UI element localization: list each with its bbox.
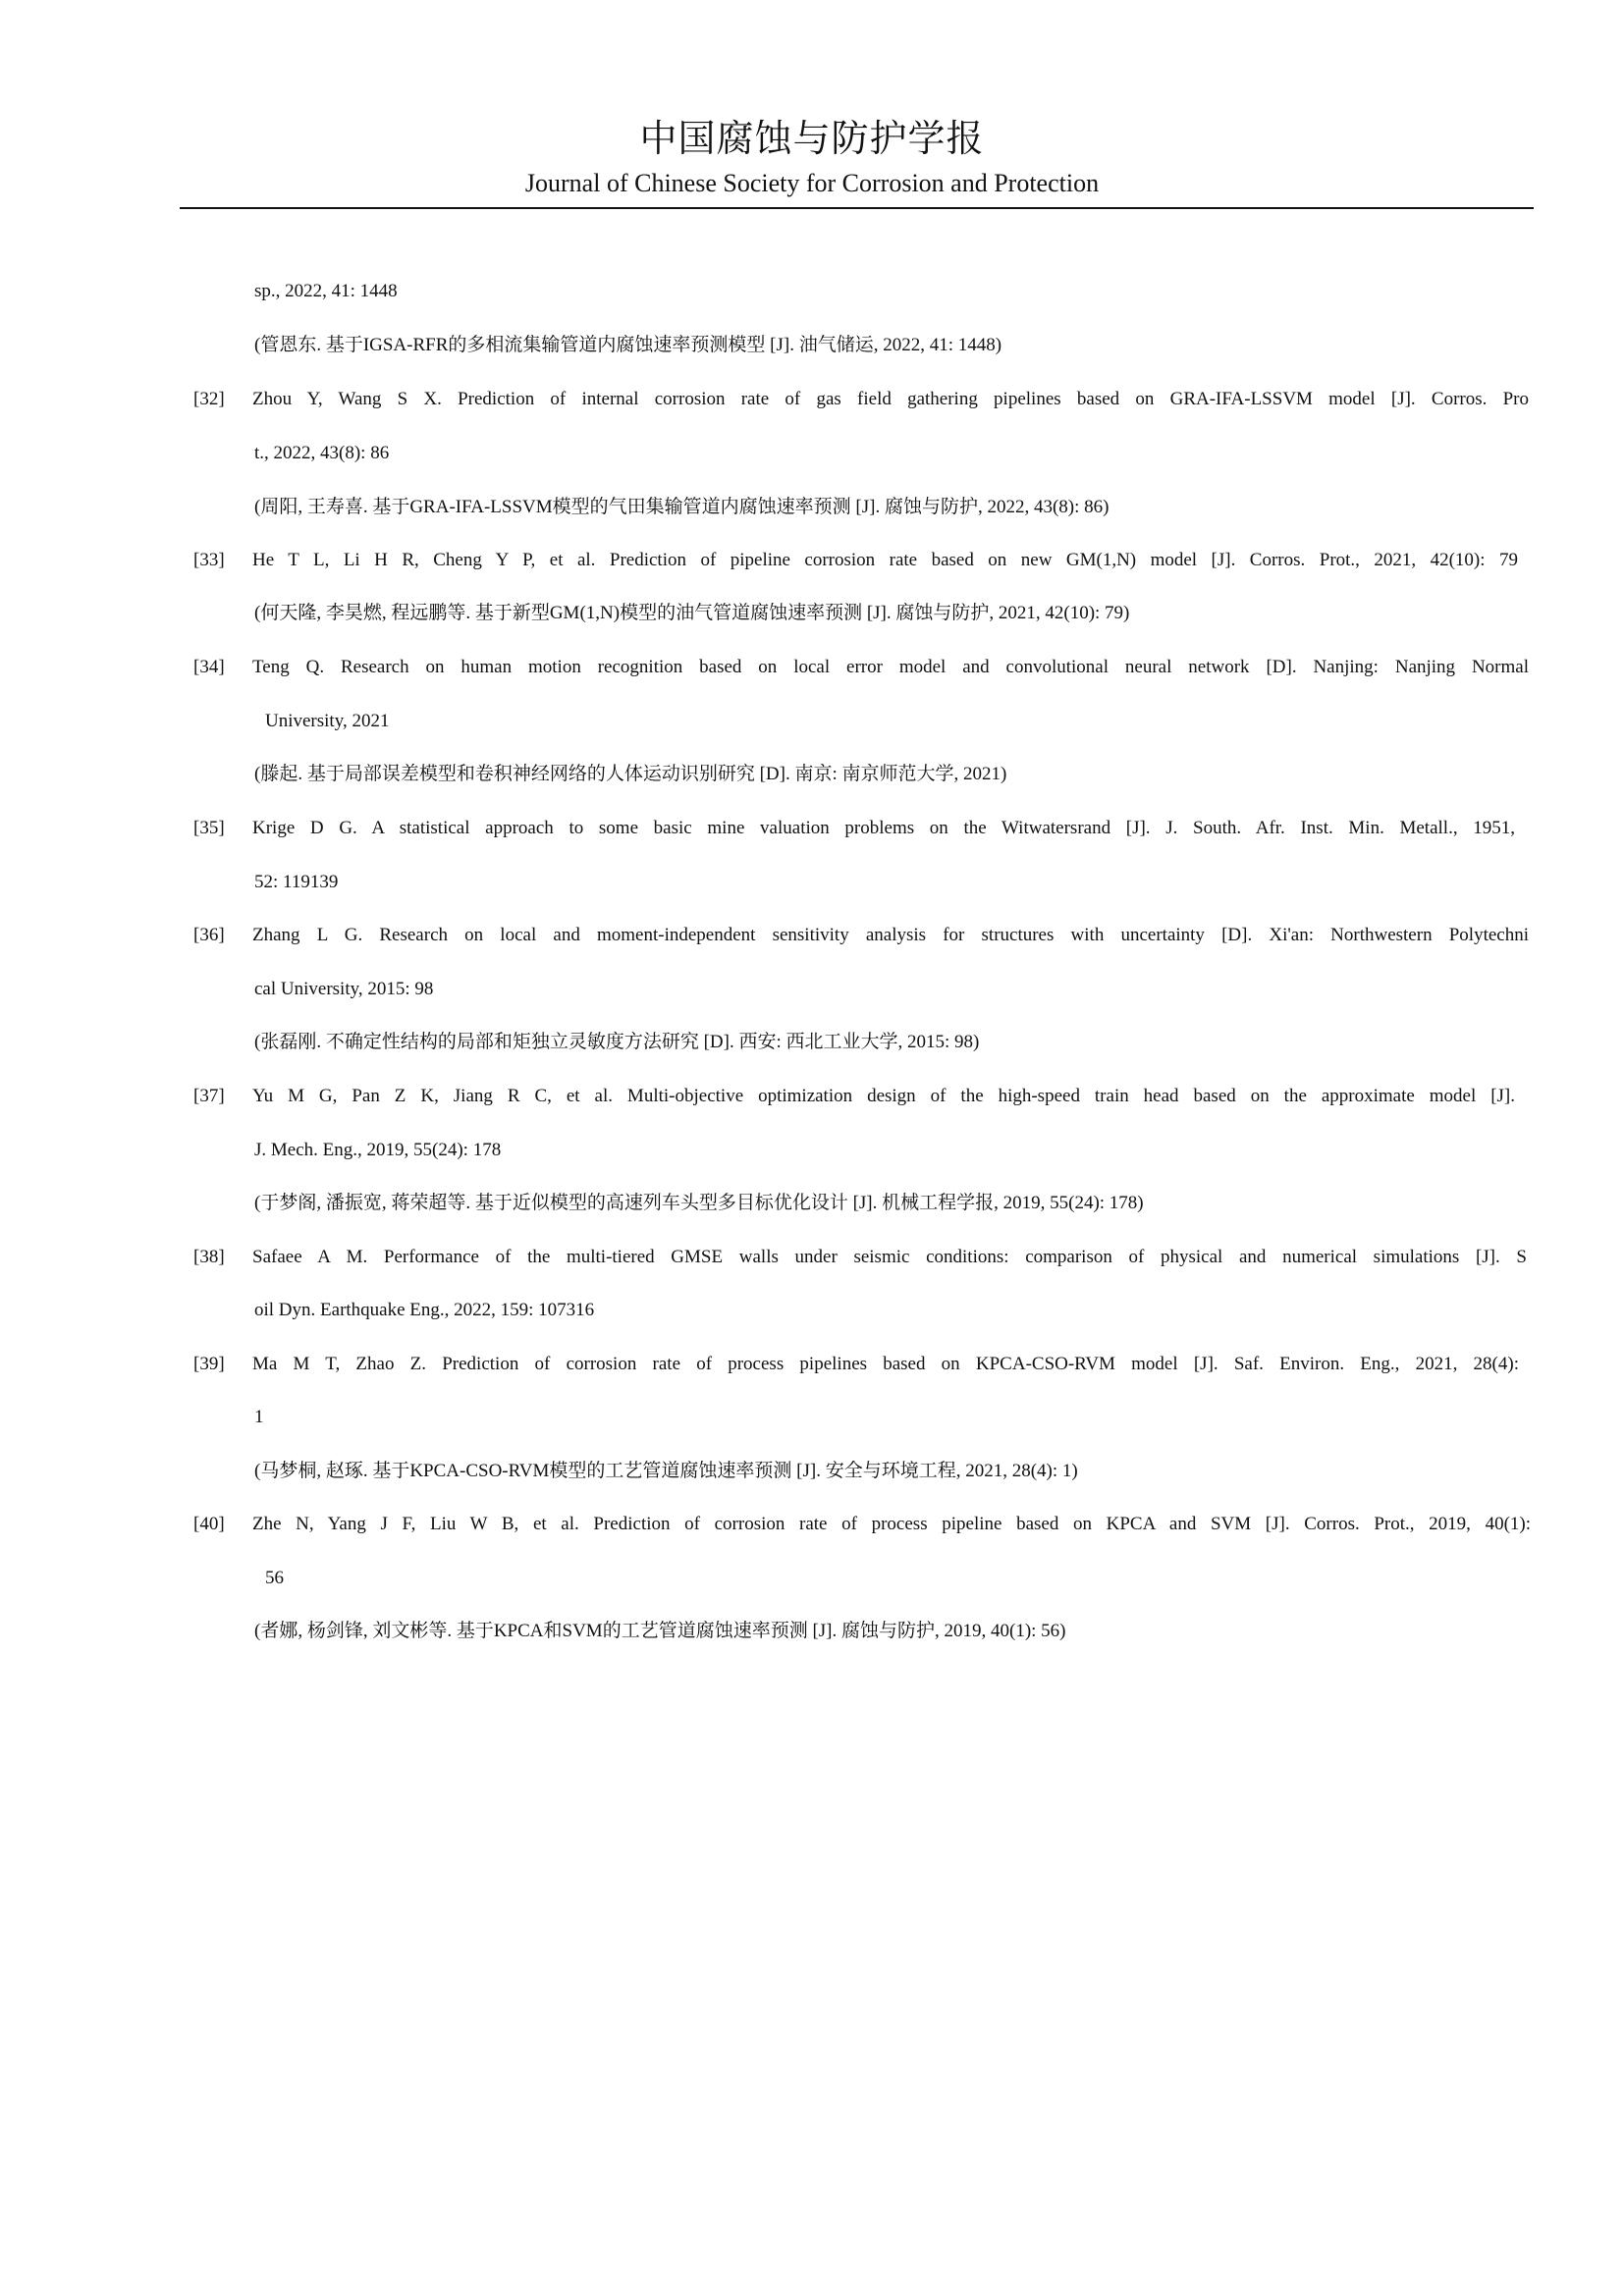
reference-37-line-1: Yu M G, Pan Z K, Jiang R C, et al. Multi-objective optimization design of the high-speed train head based on the approximate model [J]. — [252, 1086, 1515, 1106]
reference-33-chinese: (何天隆, 李昊燃, 程远鹏等. 基于新型GM(1,N)模型的油气管道腐蚀速率预测 [J]. 腐蚀与防护, 2021, 42(10): 79) — [254, 603, 1130, 623]
reference-31-continuation: sp., 2022, 41: 1448 — [254, 281, 398, 301]
reference-35-number: [35] — [193, 818, 225, 838]
reference-32-line-1: Zhou Y, Wang S X. Prediction of internal corrosion rate of gas field gathering pipelines based on GRA-IFA-LSSVM model [J]. Corros. Pro — [252, 389, 1529, 409]
reference-40-line-1: Zhe N, Yang J F, Liu W B, et al. Prediction of corrosion rate of process pipeline based on KPCA and SVM [J]. Corros. Prot., 2019, 40(1): — [252, 1514, 1531, 1534]
reference-32-chinese: (周阳, 王寿喜. 基于GRA-IFA-LSSVM模型的气田集输管道内腐蚀速率预测 [J]. 腐蚀与防护, 2022, 43(8): 86) — [254, 497, 1110, 517]
reference-40-number: [40] — [193, 1514, 225, 1534]
reference-37-line-2: J. Mech. Eng., 2019, 55(24): 178 — [254, 1140, 502, 1160]
reference-36-line-2: cal University, 2015: 98 — [254, 979, 434, 999]
journal-title-chinese: 中国腐蚀与防护学报 — [639, 119, 985, 160]
reference-32-number: [32] — [193, 389, 225, 409]
reference-39-chinese: (马梦桐, 赵琢. 基于KPCA-CSO-RVM模型的工艺管道腐蚀速率预测 [J]. 安全与环境工程, 2021, 28(4): 1) — [254, 1461, 1078, 1481]
reference-38-line-1: Safaee A M. Performance of the multi-tiered GMSE walls under seismic conditions: comparison of physical and numerical simulations [J]. S — [252, 1247, 1527, 1267]
journal-title-english: Journal of Chinese Society for Corrosion and Protection — [524, 169, 1100, 197]
reference-35-line-1: Krige D G. A statistical approach to some basic mine valuation problems on the Witwatersrand [J]. J. South. Afr. Inst. Min. Metall., 1951, — [252, 818, 1515, 838]
reference-38-line-2: oil Dyn. Earthquake Eng., 2022, 159: 107316 — [254, 1300, 595, 1320]
reference-34-number: [34] — [193, 657, 225, 677]
reference-33-line-1: He T L, Li H R, Cheng Y P, et al. Prediction of pipeline corrosion rate based on new GM(1,N) model [J]. Corros. Prot., 2021, 42(10): 79 — [252, 550, 1518, 570]
reference-32-line-2: t., 2022, 43(8): 86 — [254, 443, 390, 463]
reference-36-number: [36] — [193, 925, 225, 945]
reference-34-line-2: University, 2021 — [265, 711, 390, 731]
reference-36-chinese: (张磊刚. 不确定性结构的局部和矩独立灵敏度方法研究 [D]. 西安: 西北工业大学, 2015: 98) — [254, 1032, 980, 1052]
reference-38-number: [38] — [193, 1247, 225, 1267]
reference-35-line-2: 52: 119139 — [254, 872, 339, 892]
reference-34-chinese: (滕起. 基于局部误差模型和卷积神经网络的人体运动识别研究 [D]. 南京: 南京师范大学, 2021) — [254, 764, 1007, 784]
reference-37-chinese: (于梦阁, 潘振宽, 蒋荣超等. 基于近似模型的高速列车头型多目标优化设计 [J]. 机械工程学报, 2019, 55(24): 178) — [254, 1193, 1144, 1213]
reference-34-line-1: Teng Q. Research on human motion recognition based on local error model and convolutional neural network [D]. Nanjing: Nanjing Normal — [252, 657, 1529, 677]
reference-36-line-1: Zhang L G. Research on local and moment-independent sensitivity analysis for structures with uncertainty [D]. Xi'an: Northwestern Polytechni — [252, 925, 1529, 945]
reference-39-number: [39] — [193, 1354, 225, 1374]
reference-40-chinese: (者娜, 杨剑锋, 刘文彬等. 基于KPCA和SVM的工艺管道腐蚀速率预测 [J]. 腐蚀与防护, 2019, 40(1): 56) — [254, 1621, 1066, 1641]
reference-37-number: [37] — [193, 1086, 225, 1106]
reference-33-number: [33] — [193, 550, 225, 570]
reference-31-chinese: (管恩东. 基于IGSA-RFR的多相流集输管道内腐蚀速率预测模型 [J]. 油气储运, 2022, 41: 1448) — [254, 335, 1002, 355]
reference-39-line-1: Ma M T, Zhao Z. Prediction of corrosion rate of process pipelines based on KPCA-CSO-RVM model [J]. Saf. Environ. Eng., 2021, 28(4): — [252, 1354, 1519, 1374]
reference-39-line-2: 1 — [254, 1407, 264, 1427]
reference-40-line-2: 56 — [265, 1568, 284, 1588]
